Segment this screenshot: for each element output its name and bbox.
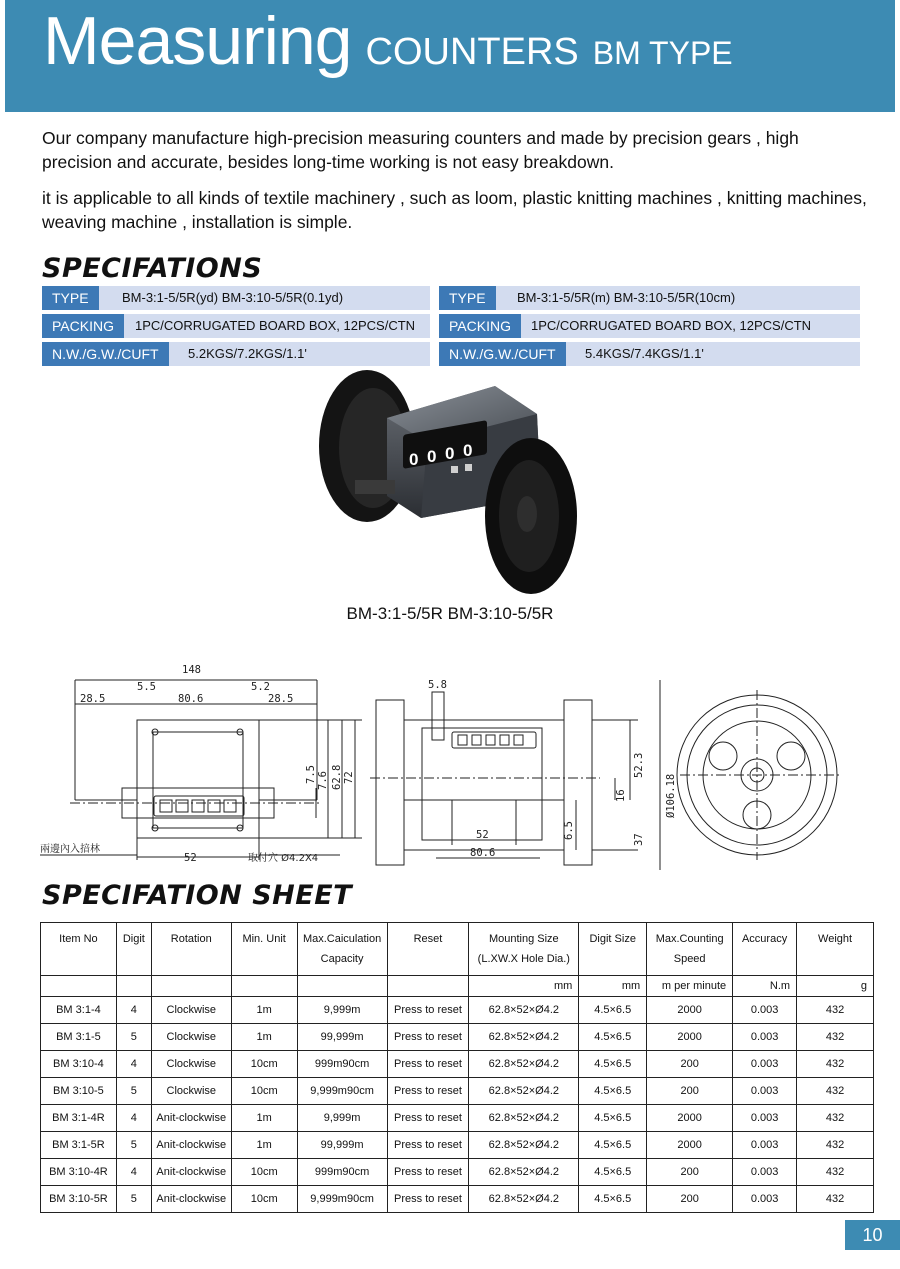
table-cell: 432 bbox=[797, 1159, 874, 1186]
reset-button bbox=[451, 466, 458, 473]
table-row bbox=[41, 1024, 874, 1051]
table-cell: 432 bbox=[797, 1132, 874, 1159]
header-line: Min. Unit bbox=[242, 933, 286, 945]
table-cell: 4.5×6.5 bbox=[579, 1186, 647, 1213]
table-cell: Press to reset bbox=[387, 1159, 469, 1186]
table-cell: 5 bbox=[116, 1078, 151, 1105]
table-cell: BM 3:1-5R bbox=[41, 1132, 117, 1159]
spec-row-right-packing bbox=[439, 314, 860, 338]
table-unit-cell: m per minute bbox=[647, 976, 733, 997]
dim-label: 5.2 bbox=[251, 681, 270, 693]
dim-label: 5.8 bbox=[428, 679, 447, 691]
table-cell: 5 bbox=[116, 1132, 151, 1159]
table-unit-cell: mm bbox=[579, 976, 647, 997]
dim-label: 52 bbox=[476, 829, 489, 841]
dim-label: 28.5 bbox=[268, 693, 294, 705]
table-cell: 200 bbox=[647, 1051, 733, 1078]
table-cell: 4.5×6.5 bbox=[579, 1132, 647, 1159]
table-cell: 10cm bbox=[231, 1186, 297, 1213]
table-cell: 62.8×52×Ø4.2 bbox=[469, 1105, 579, 1132]
header-line: Max.Counting bbox=[655, 933, 724, 945]
table-cell: 999m90cm bbox=[297, 1051, 387, 1078]
table-cell: 62.8×52×Ø4.2 bbox=[469, 997, 579, 1024]
table-unit-cell bbox=[151, 976, 231, 997]
table-row bbox=[41, 1186, 874, 1213]
table-cell: 9,999m90cm bbox=[297, 1078, 387, 1105]
table-cell: 0.003 bbox=[733, 997, 797, 1024]
table-cell: 0.003 bbox=[733, 1159, 797, 1186]
table-cell: Anit-clockwise bbox=[151, 1132, 231, 1159]
header-banner bbox=[5, 0, 895, 112]
table-cell: 1m bbox=[231, 1024, 297, 1051]
table-header-cell bbox=[579, 923, 647, 976]
table-cell: Clockwise bbox=[151, 1051, 231, 1078]
table-unit-cell bbox=[116, 976, 151, 997]
dim-label: Ø106.18 bbox=[665, 773, 677, 818]
table-unit-cell bbox=[297, 976, 387, 997]
header-line: Accuracy bbox=[741, 933, 788, 945]
table-cell: 62.8×52×Ø4.2 bbox=[469, 1186, 579, 1213]
table-cell: 0.003 bbox=[733, 1105, 797, 1132]
table-cell: 200 bbox=[647, 1186, 733, 1213]
table-row bbox=[41, 1132, 874, 1159]
table-cell: 62.8×52×Ø4.2 bbox=[469, 1024, 579, 1051]
table-cell: 9,999m90cm bbox=[297, 1186, 387, 1213]
table-cell: 62.8×52×Ø4.2 bbox=[469, 1159, 579, 1186]
dim-label: 7.5 bbox=[305, 765, 317, 784]
table-header-cell bbox=[116, 923, 151, 976]
table-unit-cell: g bbox=[797, 976, 874, 997]
table-cell: 4.5×6.5 bbox=[579, 1078, 647, 1105]
table-cell: 432 bbox=[797, 1186, 874, 1213]
spec-row-left-packing bbox=[42, 314, 430, 338]
table-cell: BM 3:1-4R bbox=[41, 1105, 117, 1132]
header-line: Rotation bbox=[170, 933, 212, 945]
table-cell: 5 bbox=[116, 1186, 151, 1213]
table-row bbox=[41, 1105, 874, 1132]
dim-label: 52.3 bbox=[633, 752, 645, 778]
dim-label: 80.6 bbox=[178, 693, 204, 705]
table-cell: 2000 bbox=[647, 1105, 733, 1132]
header-line: Reset bbox=[413, 933, 443, 945]
table-cell: 2000 bbox=[647, 1024, 733, 1051]
table-cell: BM 3:1-4 bbox=[41, 997, 117, 1024]
dim-label: 52 bbox=[184, 852, 197, 864]
table-cell: 99,999m bbox=[297, 1024, 387, 1051]
table-cell: Press to reset bbox=[387, 1105, 469, 1132]
dim-label: 6.5 bbox=[563, 821, 575, 840]
dim-label: 72 bbox=[343, 771, 355, 784]
table-unit-cell bbox=[387, 976, 469, 997]
spec-label: N.W./G.W./CUFT bbox=[42, 342, 169, 366]
table-cell: 432 bbox=[797, 1024, 874, 1051]
table-cell: 4.5×6.5 bbox=[579, 1105, 647, 1132]
header-line: Digit Size bbox=[589, 933, 636, 945]
spec-row-left-weight bbox=[42, 342, 430, 366]
header-line: (L.XW.X Hole Dia.) bbox=[477, 953, 570, 965]
title-type: BM TYPE bbox=[592, 35, 733, 71]
table-cell: 200 bbox=[647, 1159, 733, 1186]
drawing-note: 兩邊內入揞林 bbox=[40, 844, 100, 855]
table-cell: 0.003 bbox=[733, 1051, 797, 1078]
table-cell: 1m bbox=[231, 1105, 297, 1132]
spec-label: PACKING bbox=[42, 314, 124, 338]
header-line: Mounting Size bbox=[488, 933, 559, 945]
spec-value: 1PC/CORRUGATED BOARD BOX, 12PCS/CTN bbox=[531, 318, 812, 333]
table-cell: 4 bbox=[116, 1105, 151, 1132]
header-line: Weight bbox=[818, 933, 853, 945]
spec-value: BM-3:1-5/5R(yd) BM-3:10-5/5R(0.1yd) bbox=[122, 290, 344, 305]
table-row bbox=[41, 997, 874, 1024]
table-cell: Anit-clockwise bbox=[151, 1159, 231, 1186]
table-cell: BM 3:1-5 bbox=[41, 1024, 117, 1051]
table-cell: Press to reset bbox=[387, 1078, 469, 1105]
table-cell: Clockwise bbox=[151, 997, 231, 1024]
spec-label: PACKING bbox=[439, 314, 521, 338]
title-sub: COUNTERS bbox=[365, 31, 579, 73]
spec-label: TYPE bbox=[439, 286, 496, 310]
table-cell: 2000 bbox=[647, 1132, 733, 1159]
display-digit: 0 bbox=[427, 447, 437, 466]
product-caption: BM-3:1-5/5R BM-3:10-5/5R bbox=[346, 604, 554, 623]
table-cell: Press to reset bbox=[387, 1024, 469, 1051]
specifications-heading: SPECIFATIONS bbox=[42, 253, 263, 284]
header-line: Max.Caiculation bbox=[302, 933, 382, 945]
table-header-cell bbox=[733, 923, 797, 976]
display-digit: 0 bbox=[445, 444, 455, 463]
header-line: Speed bbox=[673, 953, 706, 965]
technical-drawings bbox=[40, 660, 860, 875]
display-digit: 0 bbox=[409, 450, 419, 469]
table-header-cell bbox=[231, 923, 297, 976]
table-row bbox=[41, 1051, 874, 1078]
table-cell: BM 3:10-4R bbox=[41, 1159, 117, 1186]
table-cell: 2000 bbox=[647, 997, 733, 1024]
dim-label: 16 bbox=[615, 789, 627, 802]
header-line: Capacity bbox=[320, 953, 364, 965]
spec-row-right-type bbox=[439, 286, 860, 310]
table-cell: 5 bbox=[116, 1024, 151, 1051]
table-cell: 9,999m bbox=[297, 1105, 387, 1132]
table-header-cell bbox=[297, 923, 387, 976]
table-cell: Press to reset bbox=[387, 1051, 469, 1078]
table-cell: 4.5×6.5 bbox=[579, 997, 647, 1024]
table-unit-cell bbox=[41, 976, 117, 997]
table-cell: 4 bbox=[116, 1051, 151, 1078]
table-cell: 62.8×52×Ø4.2 bbox=[469, 1132, 579, 1159]
table-header-cell bbox=[797, 923, 874, 976]
table-cell: Press to reset bbox=[387, 997, 469, 1024]
table-row bbox=[41, 1159, 874, 1186]
table-cell: 432 bbox=[797, 997, 874, 1024]
table-cell: 10cm bbox=[231, 1078, 297, 1105]
table-header-cell bbox=[387, 923, 469, 976]
title-main: Measuring bbox=[43, 3, 352, 79]
table-unit-cell: N.m bbox=[733, 976, 797, 997]
table-cell: 4.5×6.5 bbox=[579, 1024, 647, 1051]
table-cell: 432 bbox=[797, 1105, 874, 1132]
spec-label: TYPE bbox=[42, 286, 99, 310]
table-body bbox=[41, 997, 874, 1213]
table-cell: 1m bbox=[231, 997, 297, 1024]
spec-value: 5.4KGS/7.4KGS/1.1' bbox=[585, 346, 704, 361]
table-cell: Press to reset bbox=[387, 1132, 469, 1159]
spec-value: 1PC/CORRUGATED BOARD BOX, 12PCS/CTN bbox=[135, 318, 416, 333]
table-cell: 432 bbox=[797, 1051, 874, 1078]
table-unit-cell: mm bbox=[469, 976, 579, 997]
dim-label: 7.6 bbox=[317, 771, 329, 790]
intro-paragraph-1: Our company manufacture high-precision measuring counters and made by precision gears , high precision and accurate, besides long-time working is not easy breakdown. bbox=[42, 127, 799, 172]
spec-value: 5.2KGS/7.2KGS/1.1' bbox=[188, 346, 307, 361]
spec-label: N.W./G.W./CUFT bbox=[439, 342, 566, 366]
table-cell: 99,999m bbox=[297, 1132, 387, 1159]
dim-label: 37 bbox=[633, 833, 645, 846]
table-cell: 0.003 bbox=[733, 1078, 797, 1105]
table-cell: BM 3:10-5R bbox=[41, 1186, 117, 1213]
table-cell: Press to reset bbox=[387, 1186, 469, 1213]
specification-sheet-heading: SPECIFATION SHEET bbox=[42, 880, 353, 911]
table-cell: 4.5×6.5 bbox=[579, 1159, 647, 1186]
dim-label: 28.5 bbox=[80, 693, 106, 705]
dim-label: 5.5 bbox=[137, 681, 156, 693]
table-cell: Clockwise bbox=[151, 1024, 231, 1051]
table-cell: 62.8×52×Ø4.2 bbox=[469, 1051, 579, 1078]
table-header-cell bbox=[647, 923, 733, 976]
table-cell: 1m bbox=[231, 1132, 297, 1159]
table-cell: 0.003 bbox=[733, 1186, 797, 1213]
specification-table bbox=[40, 922, 874, 1213]
dim-label: 148 bbox=[182, 664, 201, 676]
table-cell: 4 bbox=[116, 1159, 151, 1186]
table-cell: 0.003 bbox=[733, 1024, 797, 1051]
table-cell: 10cm bbox=[231, 1051, 297, 1078]
dim-label: 80.6 bbox=[470, 847, 496, 859]
spec-row-right-weight bbox=[439, 342, 860, 366]
spec-row-left-type bbox=[42, 286, 430, 310]
table-header-row bbox=[41, 923, 874, 976]
table-cell: 62.8×52×Ø4.2 bbox=[469, 1078, 579, 1105]
dim-label: 62.8 bbox=[331, 764, 343, 790]
table-cell: Anit-clockwise bbox=[151, 1105, 231, 1132]
table-cell: Anit-clockwise bbox=[151, 1186, 231, 1213]
table-header-cell bbox=[151, 923, 231, 976]
table-cell: 200 bbox=[647, 1078, 733, 1105]
table-cell: 432 bbox=[797, 1078, 874, 1105]
table-cell: 10cm bbox=[231, 1159, 297, 1186]
table-header-cell bbox=[469, 923, 579, 976]
intro-paragraph-2: it is applicable to all kinds of textile machinery , such as loom, plastic knitting machines , knitting machines, weaving machine , installation is simple. bbox=[42, 187, 867, 232]
table-header-cell bbox=[41, 923, 117, 976]
table-cell: BM 3:10-4 bbox=[41, 1051, 117, 1078]
display-digit: 0 bbox=[463, 441, 473, 460]
product-photo bbox=[295, 368, 585, 598]
header-line: Digit bbox=[122, 933, 145, 945]
table-cell: 9,999m bbox=[297, 997, 387, 1024]
table-cell: 0.003 bbox=[733, 1132, 797, 1159]
header-line: Item No bbox=[59, 933, 98, 945]
drawing-note: 取付穴 Ø4.2X4 bbox=[248, 853, 319, 864]
table-units-row bbox=[41, 976, 874, 997]
table-cell: 4.5×6.5 bbox=[579, 1051, 647, 1078]
table-cell: Clockwise bbox=[151, 1078, 231, 1105]
table-unit-cell bbox=[231, 976, 297, 997]
page-title bbox=[43, 2, 733, 80]
table-cell: BM 3:10-5 bbox=[41, 1078, 117, 1105]
table-cell: 4 bbox=[116, 997, 151, 1024]
table-row bbox=[41, 1078, 874, 1105]
page-number: 10 bbox=[845, 1220, 900, 1250]
spec-value: BM-3:1-5/5R(m) BM-3:10-5/5R(10cm) bbox=[517, 290, 736, 305]
table-cell: 999m90cm bbox=[297, 1159, 387, 1186]
